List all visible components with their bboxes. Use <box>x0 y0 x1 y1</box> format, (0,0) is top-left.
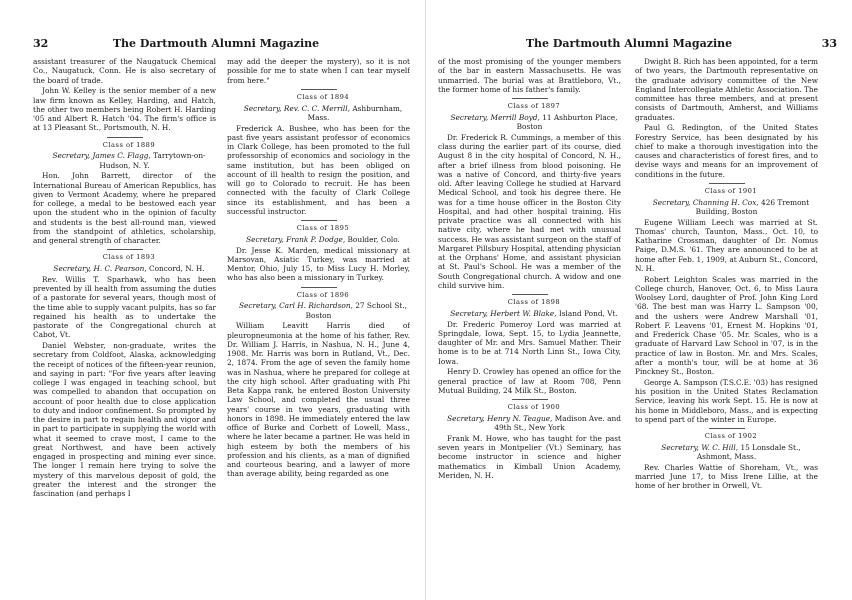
secretary-name: Carl H. Richardson, <box>279 301 353 311</box>
paragraph: Rev. Willis T. Sparhawk, who has been prevented by ill health from assuming the duties of a pastorate for several years, though most of the time able to supply vacant pulpits, has so far regained his health as to undertake the pastorate of the Congregational church at Cabot, Vt. <box>33 274 216 340</box>
left-page-header <box>0 37 426 51</box>
paragraph: Frederick A. Bushee, who has been for the past five years assistant professor of economics in Clark College, has been promoted to the full professorship of economics and sociology in the same institution, but has been obliged on account of ill health to resign the position, and will go to Colorado to recruit. He has been connected with the faculty of Clark College since its establishment, and has been a successful instructor. <box>227 123 410 216</box>
class-secretary-line <box>438 309 621 318</box>
secretary-name: Channing H. Cox, <box>692 197 759 207</box>
section-divider <box>709 183 745 184</box>
secretary-label: Secretary, <box>652 197 691 207</box>
class-heading: Class of 1900 <box>507 403 561 411</box>
right-page <box>426 0 852 600</box>
section-divider <box>107 137 143 138</box>
class-secretary-line <box>438 113 621 132</box>
paragraph: John W. Kelley is the senior member of a new law firm known as Kelley, Harding, and Hatch, the other two members being Robert H. Harding '05 and Albert R. Hatch '04. The firm's office is at 13 Pleasant St., Portsmouth, N. H. <box>33 86 216 133</box>
secretary-label: Secretary, <box>239 301 277 311</box>
class-secretary-line <box>33 151 216 170</box>
secretary-name: James C. Flagg, <box>92 151 151 161</box>
secretary-name: Herbert W. Blake, <box>490 308 557 318</box>
class-heading: Class of 1893 <box>102 253 156 262</box>
running-title: The Dartmouth Alumni Magazine <box>112 37 320 50</box>
paragraph: Dwight B. Rich has been appointed, for a term of two years, the Dartmouth representative on the graduate advisory committee of the New England Intercollegiate Athletic Association. The committee has three members, and at present consists of Dartmouth, Amherst, and Williams graduates. <box>635 57 818 122</box>
secretary-name: W. C. Hill, <box>701 442 739 452</box>
secretary-name: Rev. C. C. Merrill, <box>283 103 350 113</box>
class-secretary-line <box>635 443 818 462</box>
secretary-address: 15 Lonsdale St., Ashmont, Mass. <box>696 442 801 461</box>
class-secretary-line <box>227 235 410 244</box>
class-heading: Class of 1902 <box>704 432 758 440</box>
right-page-header <box>426 37 852 51</box>
secretary-address: Boulder, Colo. <box>347 234 400 244</box>
class-secretary-line <box>227 301 410 320</box>
section-divider <box>301 220 337 221</box>
secretary-label: Secretary, <box>243 103 282 113</box>
secretary-label: Secretary, <box>447 413 485 423</box>
paragraph: Dr. Frederic Pomeroy Lord was married at Springdale, Iowa, Sept. 15, to Lydia Jeannette, daughter of Mr. and Mrs. Samuel Mather. Their home is to be at 714 North Linn St., Iowa City, Iowa. <box>438 319 621 366</box>
page-number: 32 <box>33 37 49 50</box>
section-divider <box>709 428 745 429</box>
paragraph: Eugene William Leech was married at St. Thomas' church, Taunton, Mass., Oct. 10, to Katharine Crossman, daughter of Dr. Nomus Paige, D.M.S. '61. They are announced to be at home after Feb. 1, 1909, at Auburn St., Concord, N. H. <box>635 217 818 273</box>
secretary-name: Frank P. Dodge, <box>286 234 346 244</box>
paragraph: of the most promising of the younger members of the bar in eastern Massachusetts. He was unmarried. The burial was at Brattleboro, Vt., the former home of his father's family. <box>438 57 621 94</box>
secretary-name: H. C. Pearson, <box>93 264 147 273</box>
secretary-label: Secretary, <box>52 151 91 161</box>
paragraph: Rev. Charles Wattie of Shoreham, Vt., was married June 17, to Miss Irene Lillie, at the home of her brother in Orwell, Vt. <box>635 462 818 491</box>
secretary-address: Madison Ave. and 49th St., New York <box>494 413 621 432</box>
section-divider <box>512 98 548 99</box>
secretary-address: Concord, N. H. <box>149 264 205 273</box>
running-title: The Dartmouth Alumni Magazine <box>525 37 733 50</box>
secretary-name: Henry N. Teague, <box>487 413 553 423</box>
section-divider <box>512 399 548 400</box>
paragraph: George A. Sampson (T.S.C.E. '03) has resigned his position in the United States Reclamation Service, leaving his work Sept. 15. He is now at his home in Middleboro, Mass., and is expecting to spend part of the winter in Europe. <box>635 377 818 424</box>
section-divider <box>512 294 548 295</box>
paragraph: assistant treasurer of the Naugatuck Chemical Co., Naugatuck, Conn. He is also secretary of the board of trade. <box>33 57 216 85</box>
paragraph: Daniel Webster, non-graduate, writes the secretary from Coldfoot, Alaska, acknowledging the receipt of notices of the fifteen-year reunion, and saying in part: "For five years after leaving college I was engaged in teaching school, but was compelled to abandon that occupation on account of poor health due to close application to duty and indoor confinement. So prompted by the desire in part to regain health and vigor and in part to participate in supplying the world with what it seemed to crave most, I came to the great Northwest, and have been actively engaged in prospecting and mining ever since. The longer I remain here trying to solve the mystery of this marvelous deposit of gold, the greater the interest and the stronger the fascination (and perhaps I <box>33 341 216 498</box>
section-divider <box>301 287 337 288</box>
class-heading: Class of 1894 <box>296 92 350 101</box>
secretary-address: 27 School St., Boston <box>305 301 407 320</box>
class-secretary-line <box>438 414 621 433</box>
paragraph: Hon. John Barrett, director of the International Bureau of American Republics, has given to Vermont Academy, where he prepared for college, a medal to be bestowed each year upon the student who in the opinion of faculty and students is the best all-round man, viewed from the standpoint of athletics, scholarship, and general strength of character. <box>33 171 216 245</box>
right-page-column-2 <box>635 57 818 595</box>
class-secretary-line <box>33 264 216 273</box>
class-secretary-line <box>635 198 818 217</box>
class-heading: Class of 1897 <box>507 102 561 110</box>
class-heading: Class of 1901 <box>704 186 758 195</box>
secretary-address: 11 Ashburton Place, Boston <box>516 112 618 131</box>
secretary-address: 426 Tremont Building, Boston <box>695 197 810 216</box>
secretary-label: Secretary, <box>53 264 92 273</box>
paragraph: Dr. Frederick R. Cummings, a member of this class during the earlier part of its course, died August 8 in the city hospital of Concord, N. H., after a brief illness from blood poisoning. He was a native of Concord, and thirty-five years old. After leaving College he studied at Harvard Medical School, and took his degree there. He was for a time house officer in the Boston City Hospital, and had other hospital training. His private practice was all connected with his native city, where he had met with unusual success. He was assistant surgeon on the staff of Margaret Pillsbury Hospital, attending physician at the Orphans' Home, and assistant physician at St. Paul's School. He was a member of the South Congregational church. A widow and one child survive him. <box>438 132 621 290</box>
paragraph: Frank M. Howe, who has taught for the past seven years in Montpelier (Vt.) Seminary, has become instructor in science and higher mathematics in Kimball Union Academy, Meriden, N. H. <box>438 433 621 480</box>
paragraph: William Leavitt Harris died of pleuropneumonia at the home of his father, Rev. Dr. William J. Harris, in Nashua, N. H., June 4, 1908. Mr. Harris was born in Rutland, Vt., Dec. 2, 1874. From the age of seven the family home was in Nashua, where he prepared for college at the city high school. After graduating with Phi Beta Kappa rank, he entered Boston University Law School, and completed the usual three years' course in two years, graduating with honors in 1898. He immediately entered the law office of Burke and Corbett of Lowell, Mass., where he later became a partner. He was held in high esteem by both the members of his profession and his clients, as a man of dignified and courteous bearing, and a lawyer of more than average ability, being regarded as one <box>227 321 410 479</box>
paragraph: may add the deeper the mystery), so it is not possible for me to state when I can tear myself from here." <box>227 57 410 85</box>
secretary-label: Secretary, <box>661 442 699 452</box>
class-heading: Class of 1889 <box>102 140 156 149</box>
secretary-address: Island Pond, Vt. <box>558 308 618 318</box>
secretary-label: Secretary, <box>246 234 284 244</box>
section-divider <box>301 89 337 90</box>
class-heading: Class of 1895 <box>296 224 350 232</box>
right-page-column-1 <box>438 57 621 595</box>
paragraph: Dr. Jesse K. Marden, medical missionary at Marsovan, Asiatic Turkey, was married at Mentor, Ohio, July 15, to Miss Lucy H. Morley, who has also been a missionary in Turkey. <box>227 245 410 283</box>
class-secretary-line <box>227 104 410 123</box>
secretary-address: Ashburnham, Mass. <box>307 103 403 122</box>
secretary-label: Secretary, <box>450 308 488 318</box>
secretary-address: Tarrytown-on-Hudson, N. Y. <box>99 151 206 170</box>
class-heading: Class of 1896 <box>296 290 350 299</box>
page-number: 33 <box>821 37 837 50</box>
class-heading: Class of 1898 <box>507 298 561 306</box>
paragraph: Paul G. Redington, of the United States Forestry Service, has been designated by his chief to make a thorough investigation into the causes and characteristics of forest fires, and to devise ways and means for an improvement of conditions in the future. <box>635 123 818 179</box>
left-page-column-2 <box>227 57 410 595</box>
secretary-label: Secretary, <box>450 112 489 122</box>
paragraph: Robert Leighton Scales was married in the College church, Hanover, Oct. 6, to Miss Laura Woolsey Lord, daughter of Prof. John King Lord '68. The best man was Harry L. Sampson '00, and the ushers were Andrew Marshall '01, Robert F. Leavens '01, Ernest M. Hopkins '01, and Frederick Chase '05. Mr. Scales, who is a graduate of Harvard Law School in '07, is in the practice of law in Boston. Mr. and Mrs. Scales, after a month's tour, will be at home at 36 Pinckney St., Boston. <box>635 274 818 376</box>
secretary-name: Merrill Boyd, <box>490 112 540 122</box>
left-page-column-1 <box>33 57 216 595</box>
section-divider <box>107 249 143 250</box>
paragraph: Henry D. Crowley has opened an office for the general practice of law at Room 708, Penn Mutual Building, 24 Milk St., Boston. <box>438 367 621 395</box>
